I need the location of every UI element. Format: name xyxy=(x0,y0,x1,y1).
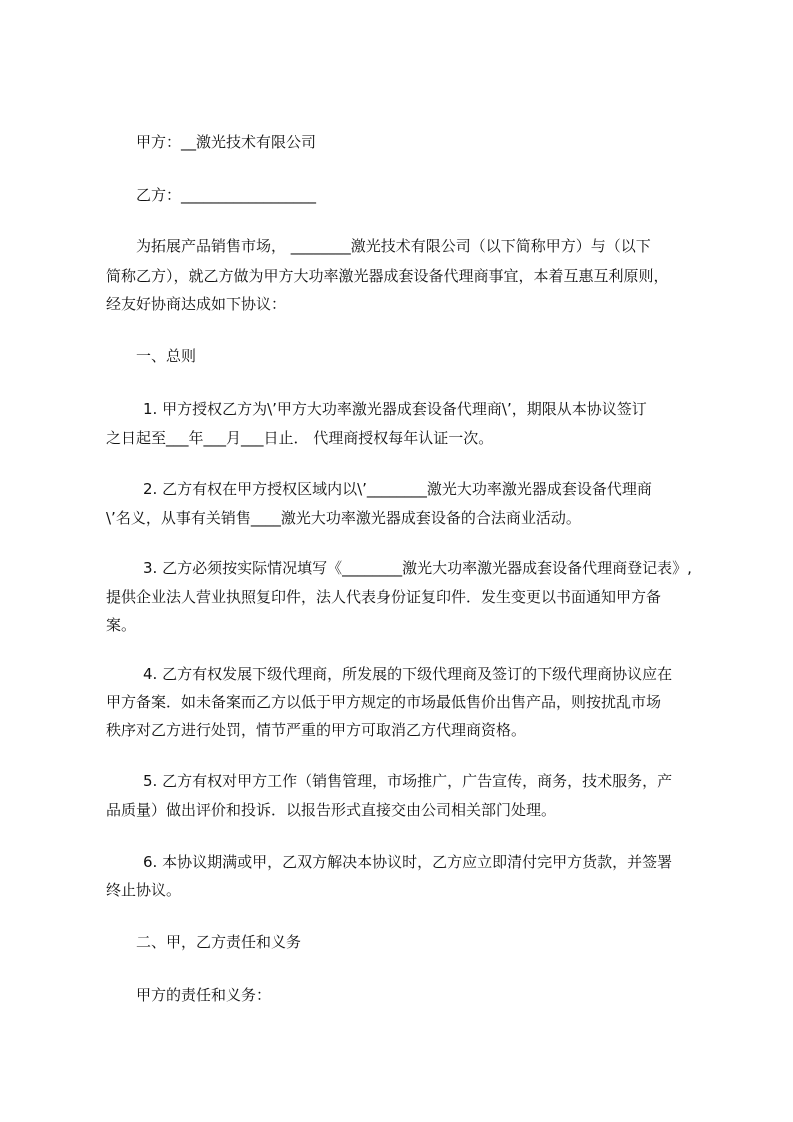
clause-5-line: 品质量）做出评价和投诉．以报告形式直接交由公司相关部门处理。 xyxy=(106,801,557,819)
party-a-duties-heading: 甲方的责任和义务： xyxy=(136,986,272,1004)
clause-2-line: \’名义，从事有关销售____激光大功率激光器成套设备的合法商业活动。 xyxy=(106,509,581,527)
preamble-line: 经友好协商达成如下协议： xyxy=(106,295,287,313)
clause-5-line: 5. 乙方有权对甲方工作（销售管理，市场推广，广告宣传，商务，技术服务，产 xyxy=(143,772,673,790)
section-heading-duties: 二、甲，乙方责任和义务 xyxy=(136,933,302,951)
clause-1-line: 之日起至___年___月___日止． 代理商授权每年认证一次。 xyxy=(106,429,494,447)
clause-6-line: 终止协议。 xyxy=(106,881,182,899)
clause-3-line: 案。 xyxy=(106,616,137,634)
clause-2-line: 2. 乙方有权在甲方授权区域内以\’________激光大功率激光器成套设备代理商 xyxy=(143,480,652,498)
party-a-line: 甲方：__激光技术有限公司 xyxy=(136,133,317,151)
section-heading-general: 一、总则 xyxy=(136,347,197,365)
party-b-line: 乙方：__________________ xyxy=(136,186,317,204)
clause-1-line: 1. 甲方授权乙方为\’甲方大功率激光器成套设备代理商\’，期限从本协议签订 xyxy=(143,400,647,418)
clause-6-line: 6. 本协议期满或甲，乙双方解决本协议时，乙方应立即清付完甲方货款，并签署 xyxy=(143,853,673,871)
preamble-line: 简称乙方），就乙方做为甲方大功率激光器成套设备代理商事宜，本着互惠互利原则， xyxy=(106,267,669,285)
clause-3-line: 提供企业法人营业执照复印件，法人代表身份证复印件．发生变更以书面通知甲方备 xyxy=(106,588,662,606)
preamble-line: 为拓展产品销售市场， ________激光技术有限公司（以下简称甲方）与（以下 xyxy=(136,237,651,255)
clause-4-line: 甲方备案．如未备案而乙方以低于甲方规定的市场最低售价出售产品，则按扰乱市场 xyxy=(106,693,662,711)
clause-4-line: 4. 乙方有权发展下级代理商，所发展的下级代理商及签订的下级代理商协议应在 xyxy=(143,665,673,683)
clause-3-line: 3. 乙方必须按实际情况填写《________激光大功率激光器成套设备代理商登记表》, xyxy=(143,559,692,577)
clause-4-line: 秩序对乙方进行处罚，情节严重的甲方可取消乙方代理商资格。 xyxy=(106,721,527,739)
